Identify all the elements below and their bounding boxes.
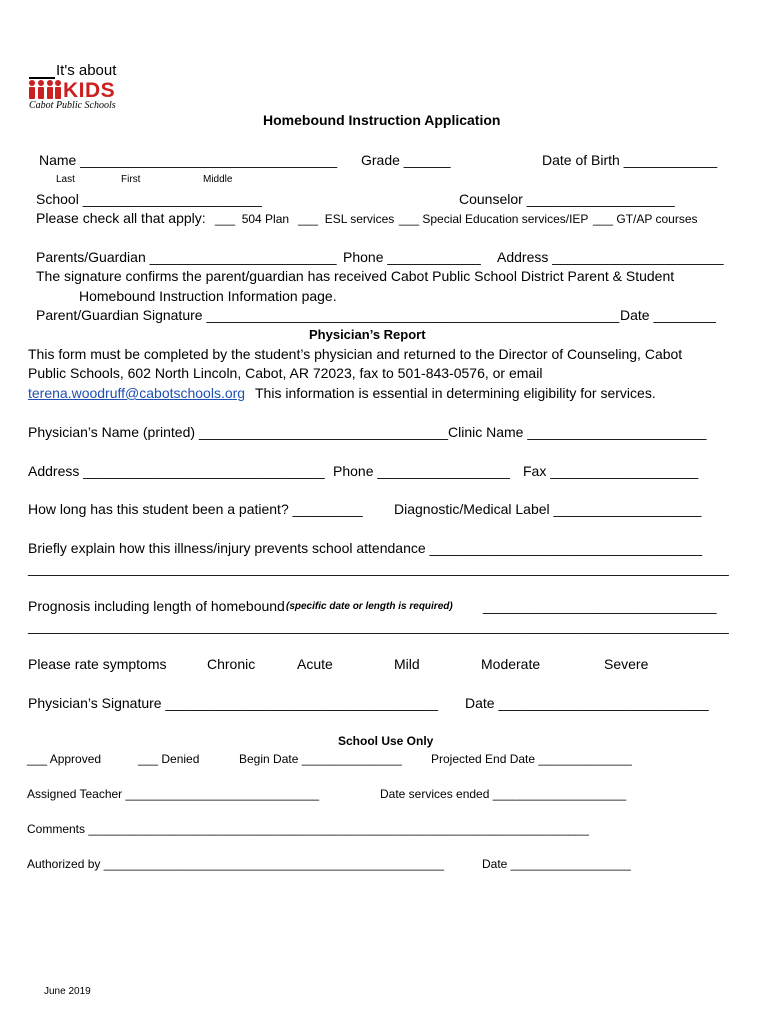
approved-checkbox[interactable]: ___ Approved: [27, 752, 102, 766]
school-field[interactable]: School _______________________: [36, 191, 262, 207]
physician-intro-text: This form must be completed by the student’s physician and returned to the Director of Counseling, Cabot: [28, 346, 683, 362]
school-use-heading: School Use Only: [338, 734, 434, 748]
people-icon: [28, 79, 62, 101]
prognosis-field[interactable]: ______________________________: [483, 598, 717, 614]
physician-fax-field[interactable]: Fax ___________________: [523, 463, 699, 479]
services-ended-field[interactable]: Date services ended ____________________: [380, 787, 627, 801]
signature-confirmation-text-2: Homebound Instruction Information page.: [79, 288, 337, 304]
patient-duration-field[interactable]: How long has this student been a patient? _________: [28, 501, 363, 517]
symptom-chronic[interactable]: Chronic: [207, 656, 256, 672]
symptom-severe[interactable]: Severe: [604, 656, 649, 672]
option-504-plan[interactable]: ___ 504 Plan: [215, 212, 290, 226]
comments-field[interactable]: Comments ___________________________________________________________________________: [27, 822, 589, 836]
signature-confirmation-text: The signature confirms the parent/guardian has received Cabot Public School District Parent & Student: [36, 268, 675, 284]
authorized-by-field[interactable]: Authorized by ___________________________________________________: [27, 857, 445, 871]
prognosis-line-2[interactable]: __________________________________________________________________________________________: [28, 618, 729, 634]
grade-field[interactable]: Grade ______: [361, 152, 451, 168]
symptom-moderate[interactable]: Moderate: [481, 656, 541, 672]
option-esl-services[interactable]: ___ ESL services: [298, 212, 395, 226]
physician-signature-field[interactable]: Physician’s Signature ___________________________________: [28, 695, 438, 711]
physician-address-field[interactable]: Address _______________________________: [28, 463, 325, 479]
parent-signature-field[interactable]: Parent/Guardian Signature _____________________________________________________: [36, 307, 620, 323]
symptom-acute[interactable]: Acute: [297, 656, 333, 672]
form-title: Homebound Instruction Application: [263, 112, 501, 128]
name-sublabel-last: Last: [56, 174, 75, 185]
logo-tagline: It's about: [56, 62, 117, 79]
illness-explanation-field[interactable]: Briefly explain how this illness/injury prevents school attendance ___________________________________: [28, 540, 703, 556]
parent-phone-field[interactable]: Phone ____________: [343, 249, 481, 265]
physician-intro-text-3: This information is essential in determining eligibility for services.: [255, 385, 656, 401]
illness-explanation-line-2[interactable]: __________________________________________________________________________________________: [28, 560, 729, 576]
date-of-birth-field[interactable]: Date of Birth ____________: [542, 152, 718, 168]
parents-guardian-field[interactable]: Parents/Guardian ________________________: [36, 249, 337, 265]
rate-symptoms-label: Please rate symptoms: [28, 656, 167, 672]
physician-intro-text-2: Public Schools, 602 North Lincoln, Cabot, AR 72023, fax to 501-843-0576, or email: [28, 365, 543, 381]
prognosis-label: Prognosis including length of homebound: [28, 598, 285, 614]
footer-revision-date: June 2019: [44, 986, 91, 997]
name-sublabel-middle: Middle: [203, 174, 233, 185]
option-gt-ap-courses[interactable]: ___ GT/AP courses: [593, 212, 698, 226]
parent-signature-date-field[interactable]: Date ________: [620, 307, 716, 323]
diagnostic-label-field[interactable]: Diagnostic/Medical Label ___________________: [394, 501, 702, 517]
prognosis-note: (specific date or length is required): [286, 601, 453, 612]
begin-date-field[interactable]: Begin Date _______________: [239, 752, 402, 766]
option-special-education[interactable]: ___ Special Education services/IEP: [399, 212, 589, 226]
physician-name-field[interactable]: Physician’s Name (printed) ________________________________: [28, 424, 449, 440]
check-all-label: Please check all that apply:: [36, 210, 206, 226]
authorized-date-field[interactable]: Date __________________: [482, 857, 631, 871]
logo-school-name: Cabot Public Schools: [29, 100, 116, 111]
clinic-name-field[interactable]: Clinic Name _______________________: [448, 424, 707, 440]
name-sublabel-first: First: [121, 174, 141, 185]
counselor-field[interactable]: Counselor ___________________: [459, 191, 675, 207]
assigned-teacher-field[interactable]: Assigned Teacher _____________________________: [27, 787, 320, 801]
physician-report-heading: Physician’s Report: [309, 327, 426, 342]
denied-checkbox[interactable]: ___ Denied: [138, 752, 200, 766]
student-name-field[interactable]: Name _________________________________: [39, 152, 338, 168]
counseling-email-link[interactable]: terena.woodruff@cabotschools.org: [28, 385, 246, 401]
symptom-mild[interactable]: Mild: [394, 656, 420, 672]
logo-kids-word: KIDS: [63, 79, 116, 102]
projected-end-date-field[interactable]: Projected End Date ______________: [431, 752, 632, 766]
parent-address-field[interactable]: Address ______________________: [497, 249, 724, 265]
physician-phone-field[interactable]: Phone _________________: [333, 463, 510, 479]
physician-signature-date-field[interactable]: Date ___________________________: [465, 695, 709, 711]
